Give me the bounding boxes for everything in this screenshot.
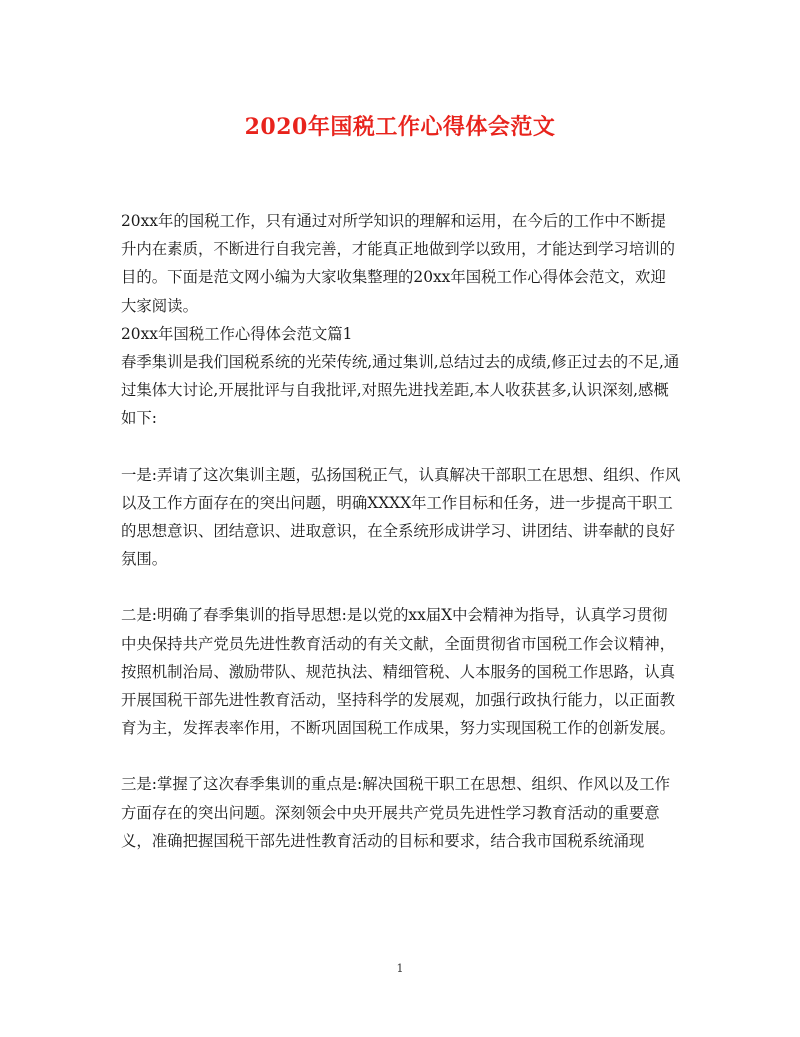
paragraph-spacer xyxy=(121,573,681,601)
paragraph-spacer xyxy=(121,433,681,461)
intro-paragraph: 20xx年的国税工作，只有通过对所学知识的理解和运用，在今后的工作中不断提升内在素质，不断进行自我完善，才能真正地做到学以致用，才能达到学习培训的目的。下面是范文网小编为大家收集整理的20xx年国税工作心得体会范文，欢迎大家阅读。 xyxy=(121,212,676,315)
section-heading: 20xx年国税工作心得体会范文篇1 xyxy=(121,324,353,343)
paragraph-2: 一是:弄请了这次集训主题，弘扬国税正气，认真解决干部职工在思想、组织、作风以及工作方面存在的突出问题，明确XXXX年工作目标和任务，进一步提高干职工的思想意识、团结意识、进取意识，在全系统形成讲学习、讲团结、讲奉献的良好氛围。 xyxy=(121,465,681,569)
paragraph-spacer xyxy=(121,742,681,770)
document-title: 2020年国税工作心得体会范文 xyxy=(244,114,556,140)
paragraph-4: 三是:掌握了这次春季集训的重点是:解决国税干职工在思想、组织、作风以及工作方面存在的突出问题。深刻领会中央开展共产党员先进性学习教育活动的重要意义，准确把握国税干部先进性教育活动的目标和要求，结合我市国税系统涌现 xyxy=(121,775,671,850)
document-body xyxy=(121,207,681,855)
paragraph-3: 二是:明确了春季集训的指导思想:是以党的xx届X中会精神为指导，认真学习贯彻中央保持共产党员先进性教育活动的有关文献，全面贯彻省市国税工作会议精神，按照机制治局、激励带队、规范执法、精细管税、人本服务的国税工作思路，认真开展国税干部先进性教育活动，坚持科学的发展观，加强行政执行能力，以正面教育为主，发挥表率作用，不断巩固国税工作成果，努力实现国税工作的创新发展。 xyxy=(121,606,676,738)
paragraph-1: 春季集训是我们国税系统的光荣传统,通过集训,总结过去的成绩,修正过去的不足,通过集体大讨论,开展批评与自我批评,对照先进找差距,本人收获甚多,认识深刻,感概如下: xyxy=(121,353,680,428)
page-number: 1 xyxy=(396,962,404,975)
